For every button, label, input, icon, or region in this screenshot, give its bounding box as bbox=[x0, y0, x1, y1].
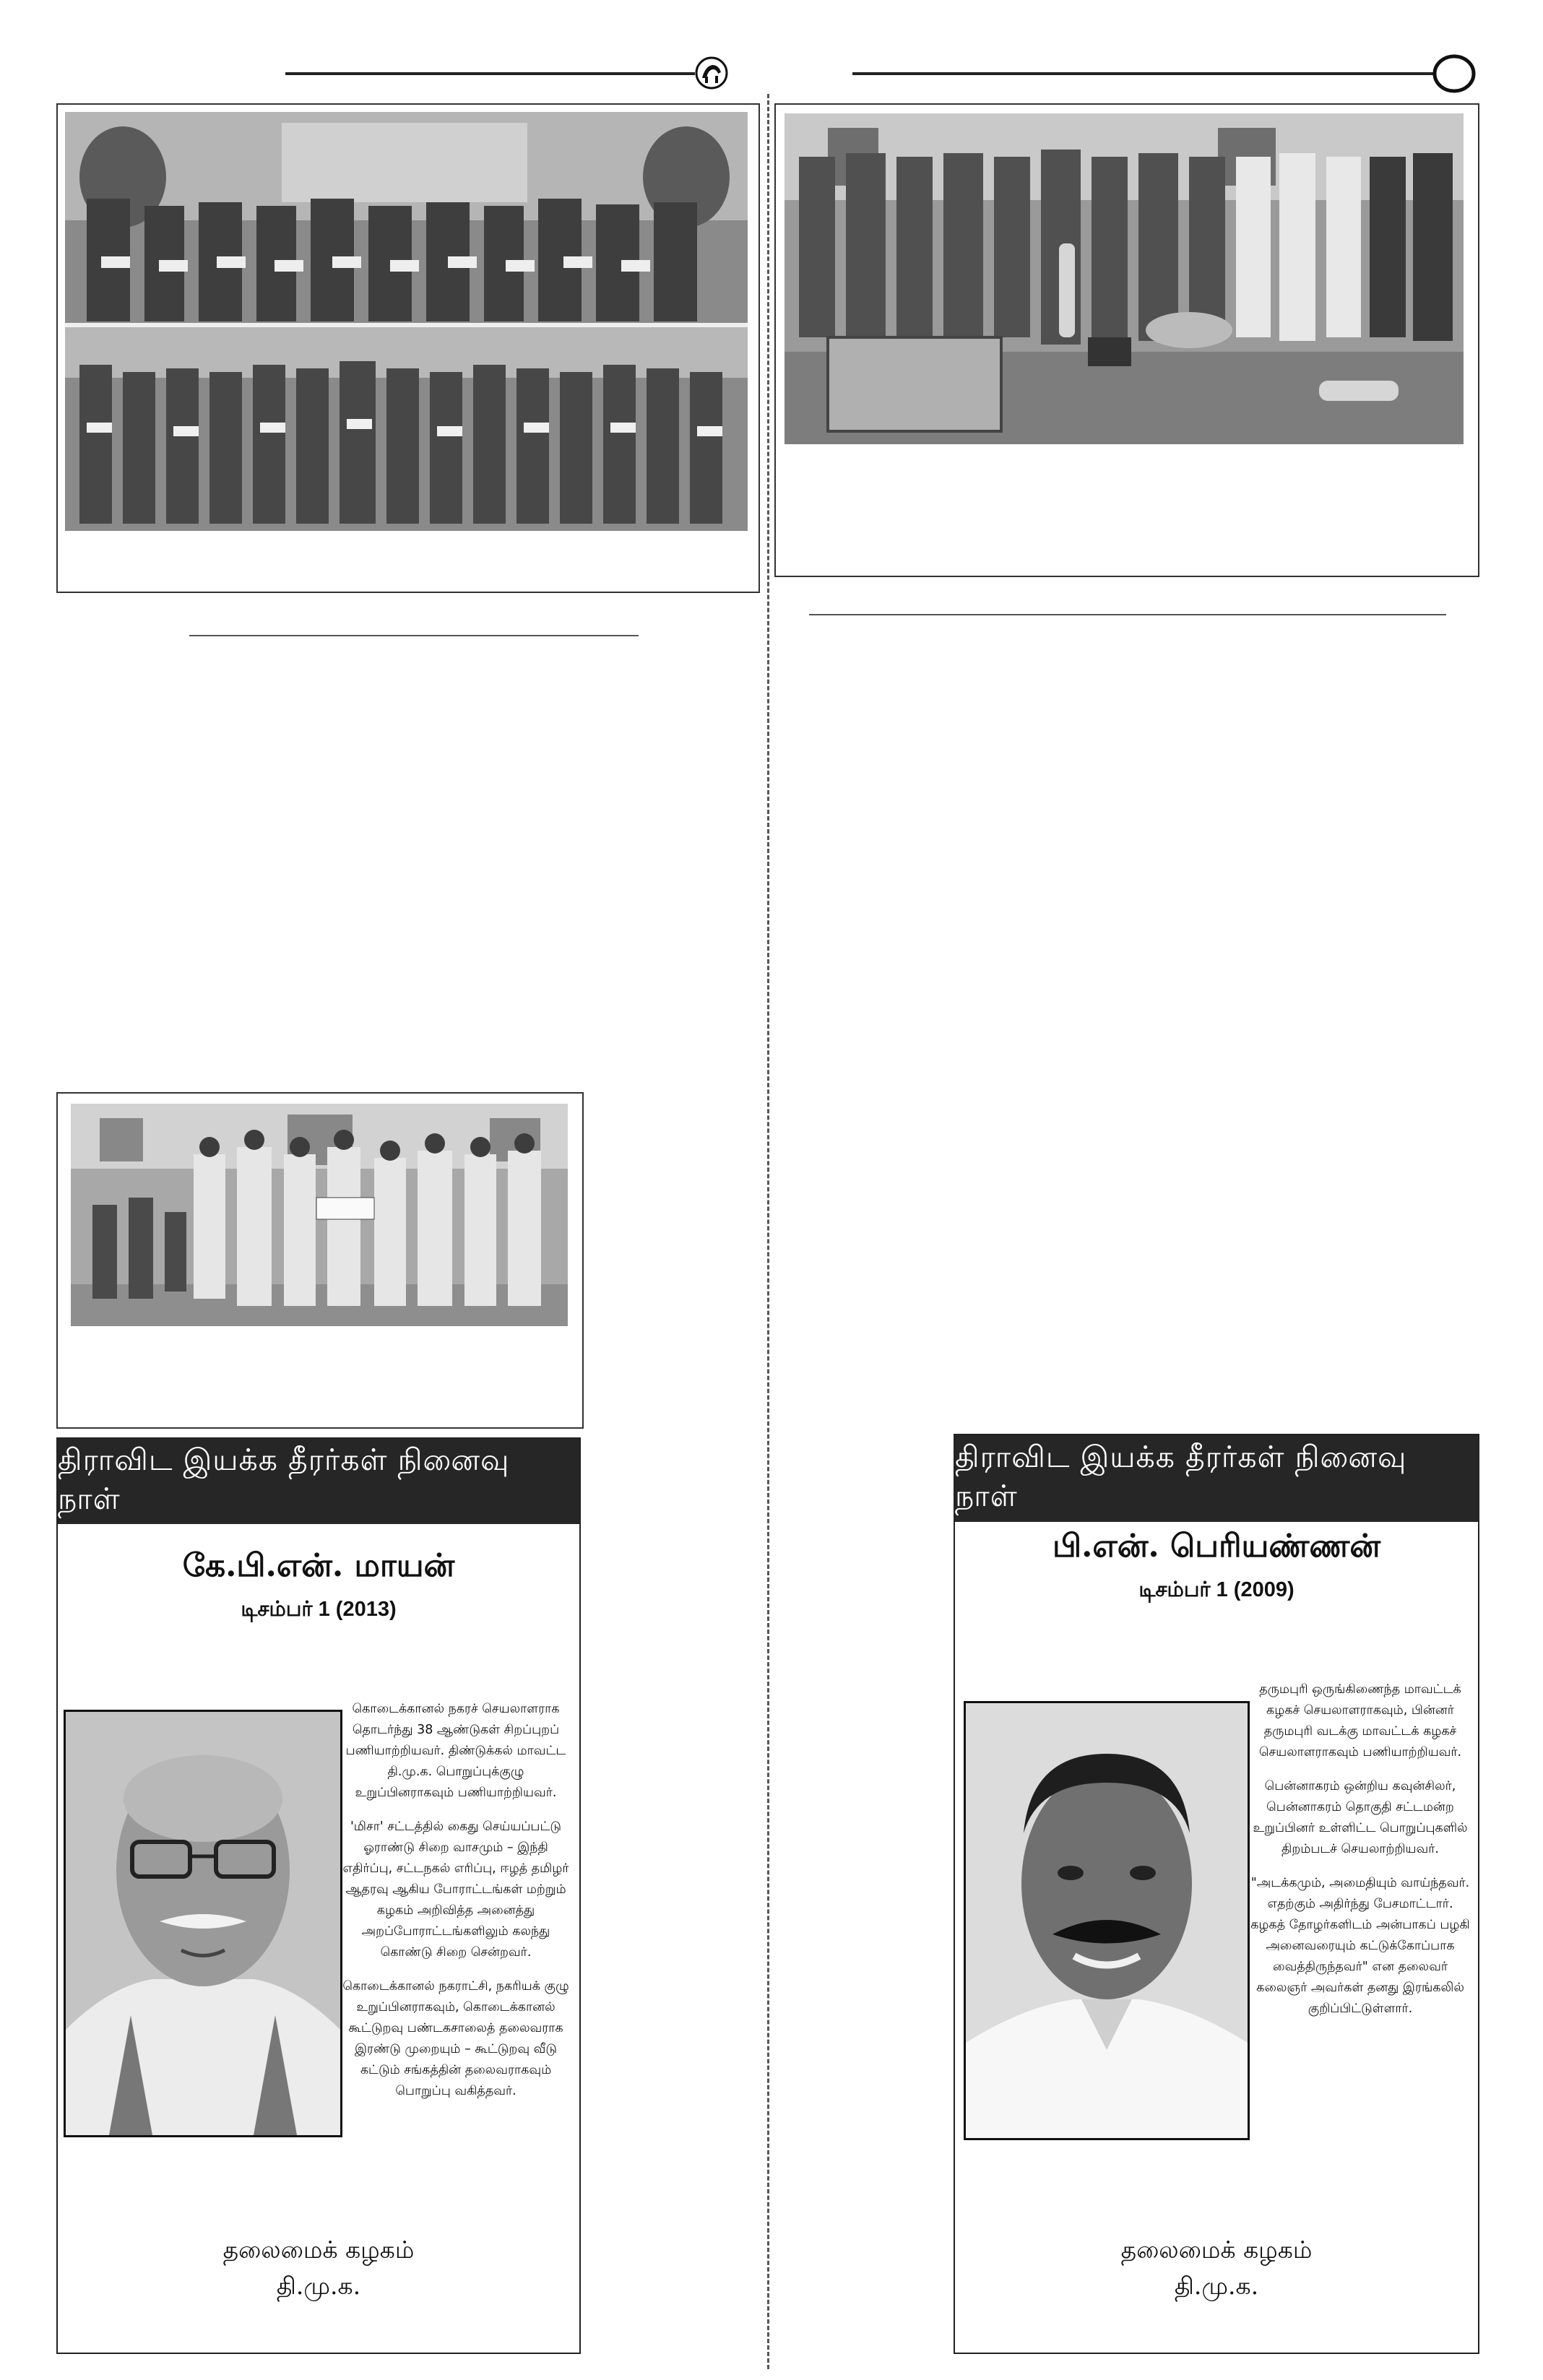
bio-paragraph: கொடைக்கானல் நகரச் செயலாளராக தொடர்ந்து 38 ஆண்டுகள் சிறப்புறப் பணியாற்றியவர். திண்டுக்கல் மாவட்ட தி.மு.க. பொறுப்புக்குழு உறுப்பினராகவும் பணியாற்றியவர். bbox=[345, 1702, 566, 1800]
school-donation-photo bbox=[71, 1104, 568, 1326]
tribute-bio bbox=[1248, 1679, 1472, 2033]
bio-paragraph: பென்னாகரம் ஒன்றிய கவுன்சிலர், பென்னாகரம் தொகுதி சட்டமன்ற உறுப்பினர் உள்ளிட்ட பொறுப்புகளில் திறம்படச் செயலாற்றியவர். bbox=[1253, 1779, 1468, 1856]
tribute-date: டிசம்பர் 1 (2009) bbox=[1138, 1578, 1295, 1601]
students-award-photo-frame bbox=[56, 103, 760, 593]
page-circle-icon bbox=[1432, 53, 1476, 94]
tribute-date: டிசம்பர் 1 (2013) bbox=[241, 1598, 397, 1621]
tribute-name: பி.என். பெரியண்ணன் bbox=[1052, 1528, 1381, 1565]
footer-party: தி.மு.க. bbox=[276, 2272, 361, 2300]
bio-paragraph: 'மிசா' சட்டத்தில் கைது செய்யப்பட்டு ஓராண்டு சிறை வாசமும் – இந்தி எதிர்ப்பு, சட்டநகல் எரிப்பு, ஈழத் தமிழர் ஆதரவு ஆகிய போராட்டங்கள் மற்றும் கழகம் அறிவித்த அனைத்து அறப்போராட்டங்களிலும் கலந்து கொண்டு சிறை சென்றவர். bbox=[342, 1819, 569, 1960]
footer-party: தி.மு.க. bbox=[1174, 2272, 1259, 2300]
disaster-rescue-team-photo bbox=[785, 113, 1464, 444]
tribute-header-title: திராவிட இயக்க தீரர்கள் நினைவு நாள் bbox=[58, 1439, 579, 1524]
portrait-elderly-man-glasses bbox=[64, 1710, 342, 2137]
tribute-header-title: திராவிட இயக்க தீரர்கள் நினைவு நாள் bbox=[955, 1435, 1478, 1522]
rising-sun-emblem-icon bbox=[695, 56, 728, 90]
right-section-rule bbox=[809, 614, 1446, 615]
tribute-footer bbox=[58, 2232, 579, 2304]
footer-org: தலைமைக் கழகம் bbox=[1120, 2236, 1313, 2264]
donation-photo-frame bbox=[56, 1092, 584, 1429]
header-rule-left bbox=[285, 72, 695, 75]
students-certificate-ceremony-photo bbox=[65, 112, 748, 531]
portrait-man-mustache bbox=[964, 1701, 1250, 2140]
column-divider bbox=[767, 94, 769, 2369]
rescue-team-photo-frame bbox=[774, 103, 1479, 577]
tribute-footer bbox=[955, 2232, 1478, 2304]
bio-paragraph: தருமபுரி ஒருங்கிணைந்த மாவட்டக் கழகச் செயலாளராகவும், பின்னர் தருமபுரி வடக்கு மாவட்டக் கழகச் செயலாளராகவும் பணியாற்றியவர். bbox=[1258, 1682, 1462, 1760]
tribute-box-mayan bbox=[56, 1437, 581, 2354]
header-rule-right bbox=[852, 72, 1434, 75]
footer-org: தலைமைக் கழகம் bbox=[222, 2236, 415, 2264]
left-section-rule bbox=[189, 635, 639, 636]
bio-paragraph: கொடைக்கானல் நகராட்சி, நகரியக் குழு உறுப்பினராகவும், கொடைக்கானல் கூட்டுறவு பண்டகசாலைத் தலைவராக இரண்டு முறையும் – கூட்டுறவு வீடு கட்டும் சங்கத்தின் தலைவராகவும் பொறுப்பு வகித்தவர். bbox=[342, 1979, 569, 2098]
tribute-name: கே.பி.என். மாயன் bbox=[182, 1547, 455, 1584]
tribute-box-periyannan bbox=[954, 1434, 1479, 2354]
bio-paragraph: "அடக்கமும், அமைதியும் வாய்ந்தவர். எதற்கும் அதிர்ந்து பேசமாட்டார். கழகத் தோழர்களிடம் அன்பாகப் பழகி அனைவரையும் கட்டுக்கோப்பாக வைத்திருந்தவர்" என தலைவர் கலைஞர் அவர்கள் தனது இரங்கலில் குறிப்பிட்டுள்ளார். bbox=[1250, 1876, 1470, 2016]
tribute-bio bbox=[341, 1699, 571, 2115]
